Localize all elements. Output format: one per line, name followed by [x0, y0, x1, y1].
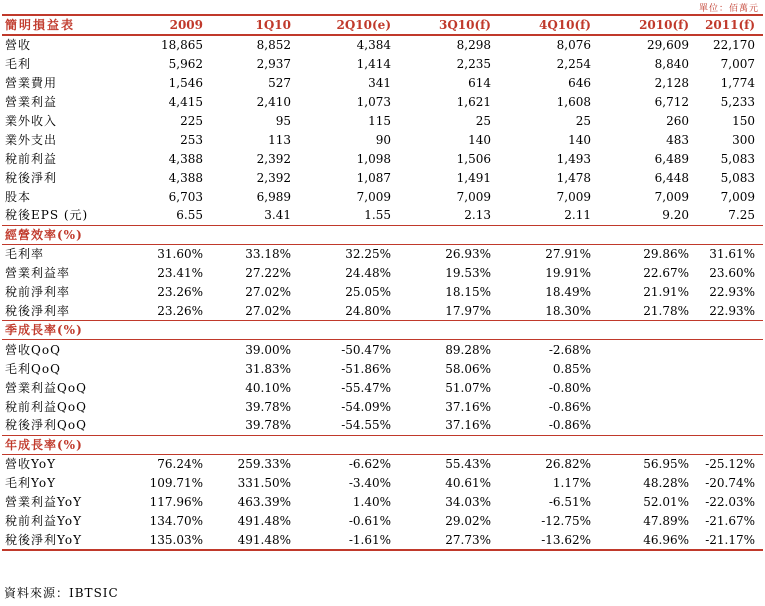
qoq-row-label: 稅前利益QoQ — [5, 399, 87, 414]
qoq-row-cell — [120, 397, 211, 416]
income-row-cell: 7,009 — [556, 189, 591, 204]
income-row-cell: 115 — [368, 114, 391, 128]
income-row-cell: 6,989 — [256, 189, 291, 204]
income-row-cell: 646 — [568, 76, 591, 91]
income-row-label: 營收 — [5, 38, 32, 53]
header-row-cell: 1Q10 — [211, 15, 299, 35]
section-yoy-cell — [499, 435, 599, 454]
header-row-cell: 2010(f) — [599, 15, 697, 35]
section-qoq-cell — [211, 321, 299, 340]
yoy-row-label: 稅前利益YoY — [5, 514, 83, 529]
efficiency-row-cell: 23.26% — [157, 304, 203, 319]
qoq-row-cell: -50.47% — [341, 342, 391, 357]
section-yoy-cell — [211, 435, 299, 454]
income-row — [2, 55, 763, 74]
efficiency-row — [2, 283, 763, 302]
income-row-cell: 1,506 — [456, 151, 491, 166]
yoy-row-cell: 109.71% — [149, 476, 203, 491]
yoy-row-cell: 27.73% — [399, 530, 499, 550]
qoq-row-cell: 39.78% — [245, 399, 291, 414]
section-efficiency-cell — [120, 225, 211, 244]
yoy-row — [2, 454, 763, 473]
qoq-row-cell — [599, 416, 697, 435]
section-efficiency-cell — [299, 225, 399, 244]
qoq-row-cell — [697, 397, 763, 416]
yoy-row-cell: -22.03% — [705, 495, 755, 510]
yoy-row — [2, 493, 763, 512]
header-row-cell: 4Q10(f) — [499, 15, 599, 35]
source-note: 資料來源：IBTSIC — [4, 586, 119, 600]
section-yoy-label: 年成長率(%) — [2, 435, 120, 454]
section-qoq-cell — [697, 321, 763, 340]
efficiency-row-cell: 33.18% — [245, 247, 291, 262]
efficiency-row-cell: 21.91% — [643, 285, 689, 300]
efficiency-row-cell: 24.48% — [345, 266, 391, 281]
income-row-cell: 1,493 — [556, 151, 591, 166]
income-row-cell: 225 — [180, 114, 203, 128]
income-row-cell: 6.55 — [176, 208, 203, 223]
yoy-row-cell: 40.61% — [445, 476, 491, 491]
income-row-cell: 8,840 — [654, 57, 689, 72]
income-row-cell: 7,009 — [356, 189, 391, 204]
yoy-row-cell: 29.02% — [445, 514, 491, 529]
income-row-cell: 2,392 — [256, 170, 291, 185]
yoy-row-cell: 463.39% — [237, 495, 291, 510]
yoy-row-cell: -1.61% — [299, 530, 399, 550]
income-row-cell: 1,414 — [356, 57, 391, 72]
qoq-row-cell: 39.78% — [245, 418, 291, 433]
efficiency-row-cell: 19.53% — [445, 266, 491, 281]
qoq-row-cell — [599, 340, 697, 359]
income-row-cell: 2,235 — [456, 57, 491, 72]
income-row-cell: 260 — [666, 114, 689, 128]
efficiency-row-cell: 18.15% — [445, 285, 491, 300]
yoy-row — [2, 474, 763, 493]
yoy-row-cell: 117.96% — [149, 495, 203, 510]
income-row-cell: 7,009 — [654, 189, 689, 204]
efficiency-row-cell: 32.25% — [345, 247, 391, 262]
section-qoq — [2, 321, 763, 340]
yoy-row-label: 營收YoY — [5, 457, 57, 472]
header-row-label: 簡明損益表 — [2, 15, 120, 35]
yoy-row-cell: 135.03% — [120, 530, 211, 550]
qoq-row-cell: 51.07% — [445, 380, 491, 395]
income-row-cell: 1,478 — [556, 170, 591, 185]
header-row — [2, 15, 763, 35]
income-row — [2, 187, 763, 206]
income-row-cell: 2.11 — [564, 208, 591, 223]
income-row-cell: 1,621 — [456, 95, 491, 110]
efficiency-row-cell: 18.30% — [545, 304, 591, 319]
yoy-row-cell: 26.82% — [545, 457, 591, 472]
qoq-row-label: 毛利QoQ — [5, 361, 61, 376]
income-row-cell: 1,491 — [456, 170, 491, 185]
efficiency-row — [2, 264, 763, 283]
yoy-row-cell: 52.01% — [643, 495, 689, 510]
income-row-cell: 483 — [666, 132, 689, 147]
income-row-cell: 253 — [180, 132, 203, 147]
efficiency-row-cell: 27.02% — [245, 285, 291, 300]
income-row-label: 營業費用 — [5, 76, 58, 91]
qoq-row-cell — [599, 359, 697, 378]
yoy-row-cell: 56.95% — [643, 457, 689, 472]
yoy-row-cell: -13.62% — [499, 530, 599, 550]
qoq-row-cell: -0.86% — [548, 399, 591, 414]
efficiency-row-cell: 27.02% — [245, 304, 291, 319]
yoy-row-label: 毛利YoY — [5, 476, 57, 491]
income-row-label: 稅後EPS (元) — [5, 208, 89, 223]
qoq-row-cell — [697, 378, 763, 397]
qoq-row-cell: -51.86% — [341, 361, 391, 376]
yoy-row-cell: -21.17% — [697, 530, 763, 550]
qoq-row-cell: 37.16% — [445, 418, 491, 433]
yoy-row — [2, 512, 763, 531]
qoq-row — [2, 416, 763, 435]
efficiency-row-label: 營業利益率 — [5, 266, 71, 281]
income-row-cell: 113 — [268, 132, 291, 147]
qoq-row-cell: -2.68% — [548, 342, 591, 357]
income-row-cell: 29,609 — [647, 38, 689, 53]
income-row-cell: 5,083 — [720, 151, 755, 166]
yoy-row-cell: -12.75% — [541, 514, 591, 529]
qoq-row-cell: -0.80% — [548, 380, 591, 395]
income-row-cell: 1,073 — [356, 95, 391, 110]
income-row-cell: 140 — [568, 132, 591, 147]
efficiency-row-cell: 22.93% — [709, 285, 755, 300]
income-row-label: 營業利益 — [5, 95, 58, 110]
qoq-row-label: 稅後淨利QoQ — [5, 418, 87, 433]
yoy-row-cell: 259.33% — [237, 457, 291, 472]
income-row-cell: 22,170 — [713, 38, 755, 53]
income-row-cell: 8,298 — [456, 38, 491, 53]
yoy-row-cell: -21.67% — [705, 514, 755, 529]
section-efficiency-cell — [499, 225, 599, 244]
income-row — [2, 168, 763, 187]
qoq-row-cell: 37.16% — [445, 399, 491, 414]
yoy-row-cell: 491.48% — [237, 514, 291, 529]
yoy-row-cell: 55.43% — [445, 457, 491, 472]
income-row-cell: 3.41 — [264, 208, 291, 223]
section-qoq-label: 季成長率(%) — [2, 321, 120, 340]
qoq-row-cell — [599, 378, 697, 397]
yoy-row-cell: 46.96% — [599, 530, 697, 550]
yoy-row-cell: 76.24% — [157, 457, 203, 472]
section-yoy-cell — [599, 435, 697, 454]
yoy-row-cell: -20.74% — [705, 476, 755, 491]
income-row-cell: 2,392 — [256, 151, 291, 166]
income-row-cell: 2.13 — [464, 208, 491, 223]
income-row — [2, 93, 763, 112]
income-row — [2, 206, 763, 225]
income-row-cell: 1,774 — [720, 76, 755, 91]
income-row-label: 業外支出 — [5, 132, 58, 147]
efficiency-row-label: 稅前淨利率 — [5, 285, 71, 300]
yoy-row-cell: -6.62% — [348, 457, 391, 472]
qoq-row-cell: 89.28% — [445, 342, 491, 357]
yoy-row-cell: 331.50% — [237, 476, 291, 491]
efficiency-row-cell: 24.80% — [345, 304, 391, 319]
section-efficiency-cell — [599, 225, 697, 244]
unit-note: 單位：佰萬元 — [698, 4, 759, 14]
section-qoq-cell — [399, 321, 499, 340]
income-row-cell: 7,007 — [720, 57, 755, 72]
yoy-row-cell: -0.61% — [348, 514, 391, 529]
efficiency-row-cell: 25.05% — [345, 285, 391, 300]
income-row-cell: 7,009 — [456, 189, 491, 204]
section-yoy-cell — [120, 435, 211, 454]
efficiency-row-cell: 22.93% — [709, 304, 755, 319]
qoq-row-label: 營業利益QoQ — [5, 380, 87, 395]
income-row-cell: 1,546 — [168, 76, 203, 91]
income-row-cell: 7,009 — [720, 189, 755, 204]
income-row-cell: 150 — [732, 114, 755, 128]
section-efficiency-label: 經營效率(%) — [2, 225, 120, 244]
header-row-cell: 3Q10(f) — [399, 15, 499, 35]
yoy-row-cell: 34.03% — [445, 495, 491, 510]
income-row-cell: 6,712 — [654, 95, 689, 110]
income-row — [2, 35, 763, 55]
income-row-cell: 1,087 — [356, 170, 391, 185]
income-row-cell: 5,083 — [720, 170, 755, 185]
qoq-row-cell: 40.10% — [245, 380, 291, 395]
qoq-row-cell: 0.85% — [552, 361, 591, 376]
income-row-label: 稅前利益 — [5, 151, 58, 166]
qoq-row-cell — [120, 378, 211, 397]
qoq-row-cell: -55.47% — [341, 380, 391, 395]
qoq-row — [2, 378, 763, 397]
income-row-cell: 614 — [468, 76, 491, 91]
section-efficiency-cell — [399, 225, 499, 244]
income-row-label: 股本 — [5, 189, 32, 204]
efficiency-row-label: 稅後淨利率 — [5, 304, 71, 319]
yoy-row-label: 稅後淨利YoY — [2, 530, 120, 550]
income-row-cell: 300 — [732, 132, 755, 147]
yoy-row-cell: -3.40% — [348, 476, 391, 491]
yoy-row-cell: 134.70% — [149, 514, 203, 529]
income-row-cell: 8,076 — [556, 38, 591, 53]
income-row-cell: 1.55 — [364, 208, 391, 223]
efficiency-row-cell: 23.41% — [157, 266, 203, 281]
section-qoq-cell — [120, 321, 211, 340]
efficiency-row-cell: 17.97% — [445, 304, 491, 319]
qoq-row-cell: -54.09% — [341, 399, 391, 414]
section-yoy-cell — [299, 435, 399, 454]
income-row-cell: 7.25 — [728, 208, 755, 223]
yoy-row-cell: -25.12% — [705, 457, 755, 472]
efficiency-row-cell: 27.91% — [545, 247, 591, 262]
qoq-row-cell: -54.55% — [341, 418, 391, 433]
income-row-cell: 8,852 — [256, 38, 291, 53]
header-row-cell: 2011(f) — [697, 15, 763, 35]
efficiency-row-cell: 18.49% — [545, 285, 591, 300]
header-row-cell: 2Q10(e) — [299, 15, 399, 35]
income-row-cell: 1,608 — [556, 95, 591, 110]
qoq-row-cell — [120, 340, 211, 359]
yoy-row-cell: 47.89% — [643, 514, 689, 529]
qoq-row-label: 營收QoQ — [5, 342, 61, 357]
income-row-cell: 5,233 — [720, 95, 755, 110]
qoq-row — [2, 397, 763, 416]
yoy-row-cell: 491.48% — [211, 530, 299, 550]
qoq-row-cell — [697, 416, 763, 435]
efficiency-row-label: 毛利率 — [5, 247, 45, 262]
efficiency-row-cell: 21.78% — [643, 304, 689, 319]
qoq-row-cell: 58.06% — [445, 361, 491, 376]
qoq-row-cell: 39.00% — [245, 342, 291, 357]
income-row-cell: 140 — [468, 132, 491, 147]
section-yoy — [2, 435, 763, 454]
income-row-cell: 6,448 — [654, 170, 689, 185]
qoq-row-cell: -0.86% — [548, 418, 591, 433]
efficiency-row-cell: 26.93% — [445, 247, 491, 262]
section-qoq-cell — [299, 321, 399, 340]
yoy-row-cell: -6.51% — [548, 495, 591, 510]
qoq-row-cell — [599, 397, 697, 416]
qoq-row-cell — [120, 359, 211, 378]
efficiency-row-cell: 31.61% — [709, 247, 755, 262]
efficiency-row-cell: 23.26% — [157, 285, 203, 300]
section-efficiency-cell — [211, 225, 299, 244]
income-row — [2, 112, 763, 131]
income-row-cell: 527 — [268, 76, 291, 91]
efficiency-row-cell: 31.60% — [157, 247, 203, 262]
section-yoy-cell — [399, 435, 499, 454]
qoq-row — [2, 359, 763, 378]
yoy-row-cell: 1.17% — [552, 476, 591, 491]
qoq-row-cell: 31.83% — [245, 361, 291, 376]
section-qoq-cell — [599, 321, 697, 340]
qoq-row-cell — [120, 416, 211, 435]
efficiency-row-cell: 29.86% — [643, 247, 689, 262]
income-row-cell: 2,254 — [556, 57, 591, 72]
section-efficiency — [2, 225, 763, 244]
income-row-cell: 4,415 — [168, 95, 203, 110]
income-row-cell: 2,937 — [256, 57, 291, 72]
section-efficiency-cell — [697, 225, 763, 244]
income-row-cell: 4,388 — [168, 170, 203, 185]
income-row — [2, 74, 763, 93]
income-row-cell: 95 — [275, 114, 291, 128]
income-row-cell: 5,962 — [168, 57, 203, 72]
income-row-cell: 6,489 — [654, 151, 689, 166]
income-row — [2, 149, 763, 168]
income-row-cell: 341 — [368, 76, 391, 91]
section-yoy-cell — [697, 435, 763, 454]
yoy-row-label: 營業利益YoY — [5, 495, 83, 510]
yoy-row — [2, 530, 763, 550]
efficiency-row-cell: 22.67% — [643, 266, 689, 281]
section-qoq-cell — [499, 321, 599, 340]
qoq-row-cell — [697, 359, 763, 378]
income-row-label: 毛利 — [5, 57, 32, 72]
yoy-row-cell: 1.40% — [352, 495, 391, 510]
income-row-label: 業外收入 — [5, 114, 58, 128]
income-row-cell: 9.20 — [662, 208, 689, 223]
income-row-cell: 2,128 — [654, 76, 689, 91]
income-row-cell: 4,388 — [168, 151, 203, 166]
efficiency-row-cell: 19.91% — [545, 266, 591, 281]
income-row-cell: 90 — [375, 132, 391, 147]
income-row-cell: 1,098 — [356, 151, 391, 166]
efficiency-row — [2, 302, 763, 321]
qoq-row-cell — [697, 340, 763, 359]
income-row-cell: 2,410 — [256, 95, 291, 110]
qoq-row — [2, 340, 763, 359]
income-row-cell: 25 — [575, 114, 591, 128]
income-row-cell: 18,865 — [161, 38, 203, 53]
yoy-row-cell: 48.28% — [643, 476, 689, 491]
efficiency-row-cell: 23.60% — [709, 266, 755, 281]
income-row-cell: 6,703 — [168, 189, 203, 204]
efficiency-row-cell: 27.22% — [245, 266, 291, 281]
income-row-cell: 4,384 — [356, 38, 391, 53]
income-statement-table — [2, 14, 763, 551]
header-row-cell: 2009 — [120, 15, 211, 35]
income-row-label: 稅後淨利 — [5, 170, 58, 185]
efficiency-row — [2, 244, 763, 263]
income-row-cell: 25 — [475, 114, 491, 128]
income-row — [2, 130, 763, 149]
